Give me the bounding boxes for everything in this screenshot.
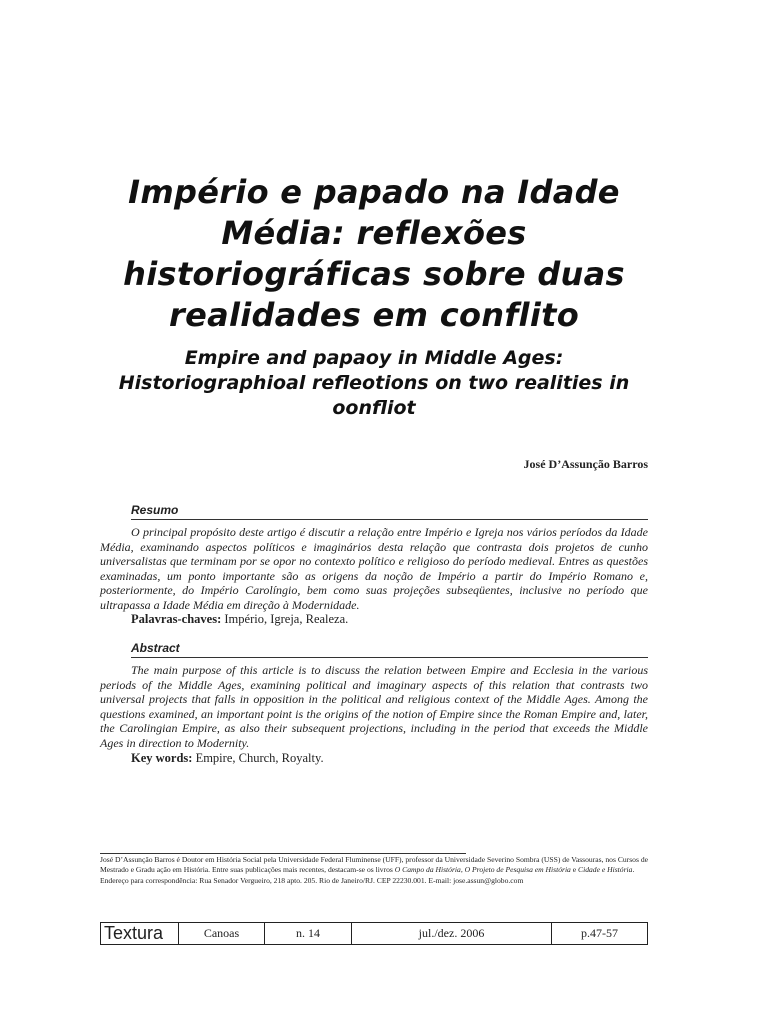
resumo-text: O principal propósito deste artigo é discutir a relação entre Império e Igreja nos vários períodos da Idade Média, examinando aspectos políticos e imaginários desta relação que contrasta dois projetos de cunho universalistas que terminam por se opor no contexto político e religioso do período medieval. Entres as questões examinadas, um ponto importante são as origens da noção de Império a partir do Império Romano e, posteriormente, do Império Carolíngio, bem como suas projeções subseqüentes, inclusive no período que ultrapassa a Idade Média em direção à Modernidade.	[100, 525, 648, 612]
abstract-heading: Abstract	[131, 641, 648, 658]
journal-issue: n. 14	[264, 923, 351, 944]
journal-name: Textura	[104, 923, 164, 943]
footnote-separator: ,	[460, 865, 465, 875]
journal-footer	[100, 922, 648, 945]
resumo-keywords-values: Império, Igreja, Realeza.	[224, 612, 349, 626]
footnote-bio	[100, 855, 648, 876]
journal-pages: p.47-57	[551, 923, 647, 944]
footnote-bio-text: José D’Assunção Barros é Doutor em História Social pela Universidade Federal Fluminense (UFF), professor da Universidade Severino Sombra (USS) de Vassouras, nos Cursos de Mestrado e Gradu ação em História. Entre suas publicações mais recentes, destacam-se os livros	[100, 855, 648, 875]
footnote-address: Endereço para correspondência: Rua Senador Vergueiro, 218 apto. 205. Rio de Janeiro/RJ. CEP 22230.001. E-mail: jose.assun@globo.com	[100, 875, 524, 885]
abstract-keywords-label: Key words:	[131, 751, 193, 765]
abstract-keywords	[131, 751, 324, 766]
footnote-book-3: Cidade e História	[578, 865, 633, 875]
article-subtitle-english: Empire and papaoy in Middle Ages: Historiographioal refleotions on two realities in oonfliot	[118, 347, 630, 419]
footnote-period: .	[632, 865, 635, 875]
footnote-book-1: O Campo da História	[394, 865, 461, 875]
abstract-text: The main purpose of this article is to discuss the relation between Empire and Ecclesia in the various periods of the Middle Ages, examining political and imaginary aspects of this relation that contrasts two universal projects that falls in opposition in the political and religious context of the Middle Ages. Among the questions examined, an important point is the origins of the notion of Empire since the Roman Empire and, later, the Carolingian Empire, as also their subsequent projections, including in the period that exceeds the Middle Ages in direction to Modernity.	[100, 663, 648, 750]
footnote-rule	[100, 853, 466, 854]
journal-city: Canoas	[178, 923, 264, 944]
resumo-keywords	[131, 612, 348, 627]
footnote-conjunction: e	[570, 865, 579, 875]
article-title: Império e papado na Idade Média: reflexões historiográficas sobre duas realidades em conflito	[123, 173, 625, 334]
abstract-keywords-values: Empire, Church, Royalty.	[195, 751, 324, 765]
author-name: José D’Assunção Barros	[523, 457, 648, 471]
resumo-heading: Resumo	[131, 503, 648, 520]
journal-date: jul./dez. 2006	[351, 923, 551, 944]
resumo-keywords-label: Palavras-chaves:	[131, 612, 222, 626]
footnote	[100, 855, 648, 886]
footnote-book-2: O Projeto de Pesquisa em História	[464, 865, 571, 875]
